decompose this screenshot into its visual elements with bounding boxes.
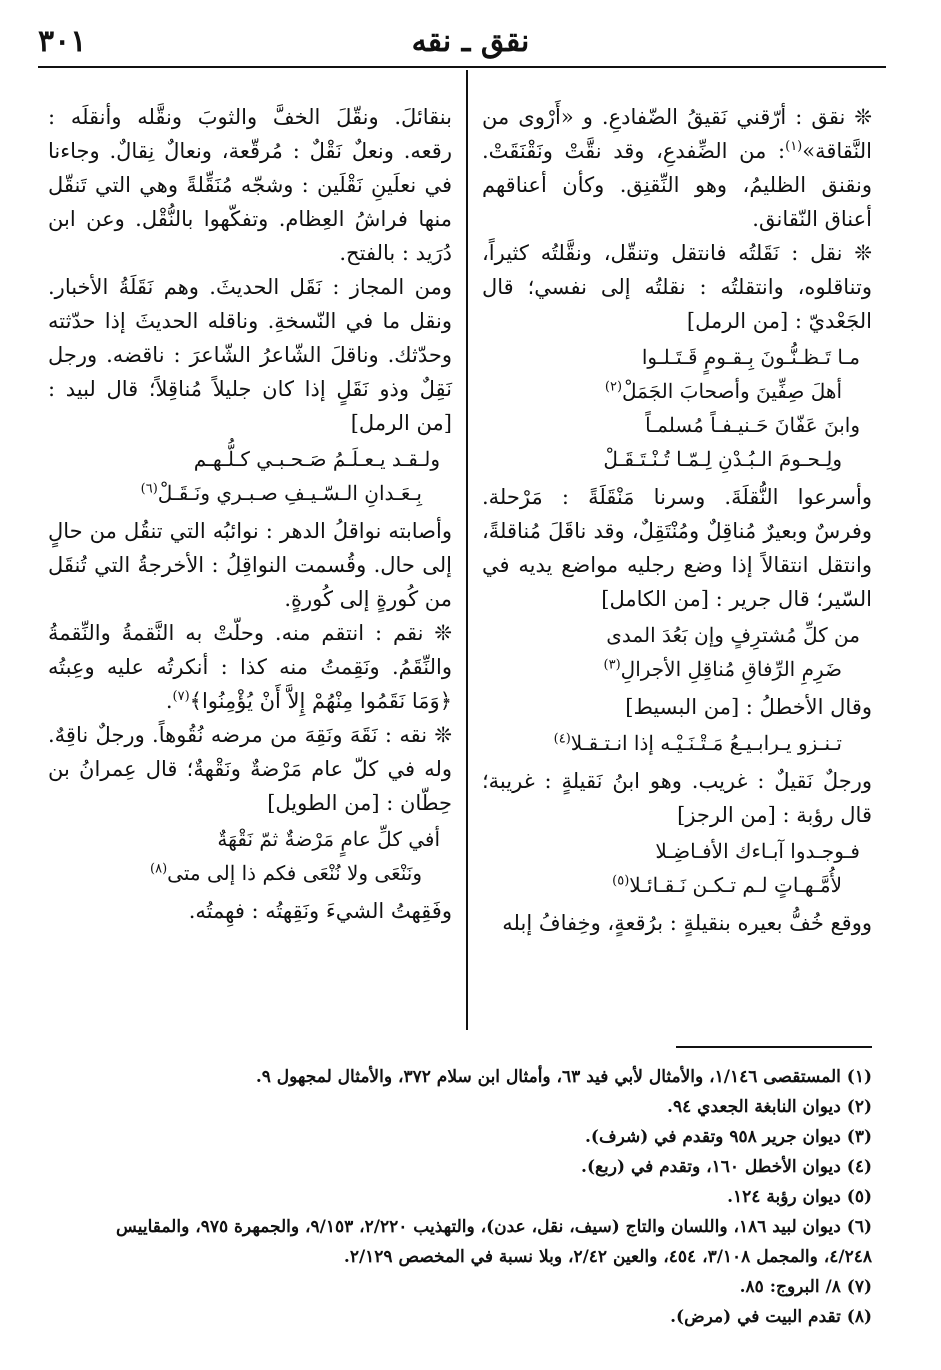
verse-text: أهلَ صِفِّينَ وأصحابَ الجَمَلْ: [622, 379, 842, 403]
footnote-ref: (٨): [150, 861, 168, 877]
footnote: (٣) ديوان جرير ٩٥٨ وتقدم في (شرف).: [585, 1127, 872, 1147]
footnote-ref: (٦): [140, 481, 158, 497]
footnote: (٥) ديوان رؤبة ١٢٤.: [727, 1187, 872, 1207]
verse-block: [482, 340, 872, 476]
verse-line: [48, 856, 452, 890]
paragraph: وفَقِهتُ الشيءَ ونَقِهتُه : فهِمتُه.: [188, 899, 452, 923]
verse-line: أفي كلِّ عامٍ مَرْضةٌ ثمّ نَقْهَةٌ: [217, 827, 440, 851]
verse-line: مـا تَـظـنُّـونَ بِـقـومٍ قَـتَـلـوا: [641, 345, 860, 369]
footnote: (٢) ديوان النابغة الجعدي ٩٤.: [667, 1097, 872, 1117]
entry-text: ❊ نقم : انتقم منه. وحلّتْ به النَّقمةُ والنِّقمةُ والنِّقَمُ. ونَقِمتُ منه كذا : أنكرتُه عليه وعِبتُه ﴿وَمَا نَقَمُوا مِنْهُمْ إِلاَّ أَنْ يُؤْمِنُوا﴾: [48, 621, 452, 713]
header-rule: [38, 66, 886, 68]
entry-naql: ❊ نقل : نَقَلتُه فانتقل وتنقّل، ونقَّلتُه كثيراً، وتناقلوه، وانتقلتُه : نقلتُه إلى نفسي؛ قال الجَعْديّ : [من الرمل]: [482, 241, 872, 333]
column-divider: [466, 70, 468, 1030]
entry-text: ❊ نقق : أرّقني نَقيقُ الضّفادعِ. و «أَرْوى من النَّقاقة»: [482, 105, 872, 163]
verse-line: [482, 652, 872, 686]
paragraph: وأصابته نواقلُ الدهر : نوائبُه التي تنقُل من حالٍ إلى حال. وقُسمت النواقِلُ : الأخرجةُ التي تُنقَل من كُورةٍ إلى كُورةٍ.: [48, 519, 452, 611]
entry-text: : من الضِّفدعِ، وقد نقَّتْ ونَقْنَقَتْ. ونقنق الظليمُ، وهو النِّقنِق. وكأن أعناقهم أعناق النّقانق.: [482, 139, 872, 231]
verse-line: [482, 726, 872, 760]
footnote-ref: (٢): [604, 379, 623, 395]
footnotes: [48, 1062, 872, 1332]
verse-line: [482, 374, 872, 408]
footnote-rule: [676, 1046, 872, 1048]
verse-text: ونَنْعَى ولا نُنْعَى فكم ذا إلى متى: [167, 861, 422, 885]
entry-naqh: ❊ نقه : نَقَهَ ونَقِهَ من مرضه نُقُوهاً. ورجلٌ ناقِهٌ. وله في كلّ عام مَرْضةٌ ونَقْهةٌ؛ قال عِمرانُ بن حِطّان : [من الطويل]: [48, 723, 452, 815]
verse-line: من كلِّ مُشترِفٍ وإن بَعُدَ المدى: [606, 623, 860, 647]
verse-block: [482, 834, 872, 902]
footnote: ٤/٢٤٨، والمجمل ٣/١٠٨، ٤٥٤، والعين ٢/٤٢، وبلا نسبة في المخصص ٢/١٢٩.: [343, 1247, 872, 1267]
verse-text: بِـعَـدانِ الـسّـيـفِ صـبـري ونَـقَـلْ: [157, 481, 422, 505]
page-number: ٣٠١: [38, 24, 87, 59]
verse-line: وابنَ عَفّانَ حَـنيـفـاً مُسلمـاً: [645, 413, 860, 437]
paragraph: بنقائلَ. ونقّلَ الخفَّ والثوبَ ونقَّله وأنقلَه : رقعه. ونعلٌ نَقْلٌ : مُرقّعة، ونعالٌ نِقالٌ. وجاءنا في نعلَينِ نَقْلَين : وشجّه مُنَقِّلةً وهي التي تَنقّل منها فراشُ العِظام. وتفكّهوا بالنُّقْل. وعن ابن دُرَيد : بالفتح.: [48, 105, 452, 265]
paragraph: ووقع خُفُّ بعيره بنقيلةٍ : برُقعةٍ، وخِفافُ إبله: [502, 911, 872, 935]
running-head: نقق ـ نقه: [411, 24, 530, 59]
paragraph: وقال الأخطلُ : [من البسيط]: [625, 695, 872, 719]
left-column: [48, 100, 452, 928]
verse-line: [482, 868, 872, 902]
entry-naqm: [48, 616, 452, 718]
verse-text: ضَرِمِ الرِّفاقِ مُناقِلِ الأجرالِ: [620, 657, 842, 681]
verse-block: [482, 618, 872, 686]
verse-block: [48, 442, 452, 510]
verse-text: تـنـزو يـرابـيـعُ مَـتْـنَـيْـه إذا انـتـقـلا: [570, 731, 842, 755]
right-column: [482, 100, 872, 940]
verse-line: [48, 476, 452, 510]
footnote-ref: (٥): [612, 873, 630, 889]
verse-line: ولِـحـومَ الـبُـدْنِ لِـمّـا تُـنْـتَـقَـلْ: [603, 447, 842, 471]
footnote: (٧) ٨/ البروج: ٨٥.: [739, 1277, 872, 1297]
entry-text: .: [165, 689, 173, 713]
paragraph: ورجلٌ نَقيلٌ : غريب. وهو ابنُ نَقيلةٍ : غريبة؛ قال رؤبة : [من الرجز]: [482, 769, 872, 827]
footnote-ref: (١): [785, 139, 803, 154]
footnote: (٤) ديوان الأخطل ١٦٠، وتقدم في (ربع).: [581, 1157, 872, 1177]
footnote: (٨) تقدم البيت في (مرض).: [670, 1307, 872, 1327]
verse-block: [48, 822, 452, 890]
footnote-ref: (٤): [553, 731, 571, 747]
page-header: [0, 0, 941, 70]
verse-text: لأُمَّـهـاتٍ لـم تـكـن نَـقـائـلا: [629, 873, 842, 897]
footnote: (١) المستقصى ١/١٤٦، والأمثال لأبي فيد ٦٣، وأمثال ابن سلام ٣٧٢، والأمثال لمجهول ٩.: [255, 1067, 872, 1087]
paragraph: وأسرعوا النُّقلَةَ. وسرنا مَنْقَلَةً : مَرْحلة. وفرسٌ وبعيرٌ مُناقِلٌ ومُنْتَقِلٌ، وقد ناقَلَ مُناقلةً، وانتقل انتقالاً إذا وضع رجليه مواضع يديه في السّير؛ قال جرير : [من الكامل]: [482, 485, 873, 611]
verse-block: [482, 726, 872, 760]
verse-line: فـوجـدوا آبـاءك الأفـاضِـلا: [655, 839, 860, 863]
footnote-ref: (٣): [603, 657, 621, 673]
entry-naqq: [482, 100, 872, 236]
paragraph: ومن المجاز : نَقَل الحديثَ. وهم نَقَلَةُ الأخبار. ونقل ما في النّسخةِ. وناقله الحديثَ إذا حدّثته وحدّثك. وناقلَ الشّاعرُ الشّاعرَ : ناقضه. ورجل نَقِلٌ وذو نَقَلٍ إذا كان جليلاً مُناقِلاً؛ قال لبيد : [من الرمل]: [48, 275, 452, 435]
footnote: (٦) ديوان لبيد ١٨٦، واللسان والتاج (سيف، نقل، عدن)، والتهذيب ٢/٢٢٠، ٩/١٥٣، والجمهرة ٩٧٥، والمقاييس: [116, 1217, 872, 1237]
verse-line: ولـقـد يـعـلَـمُ صَـحـبـي كـلُّـهـم: [193, 447, 440, 471]
footnote-ref: (٧): [172, 689, 190, 704]
